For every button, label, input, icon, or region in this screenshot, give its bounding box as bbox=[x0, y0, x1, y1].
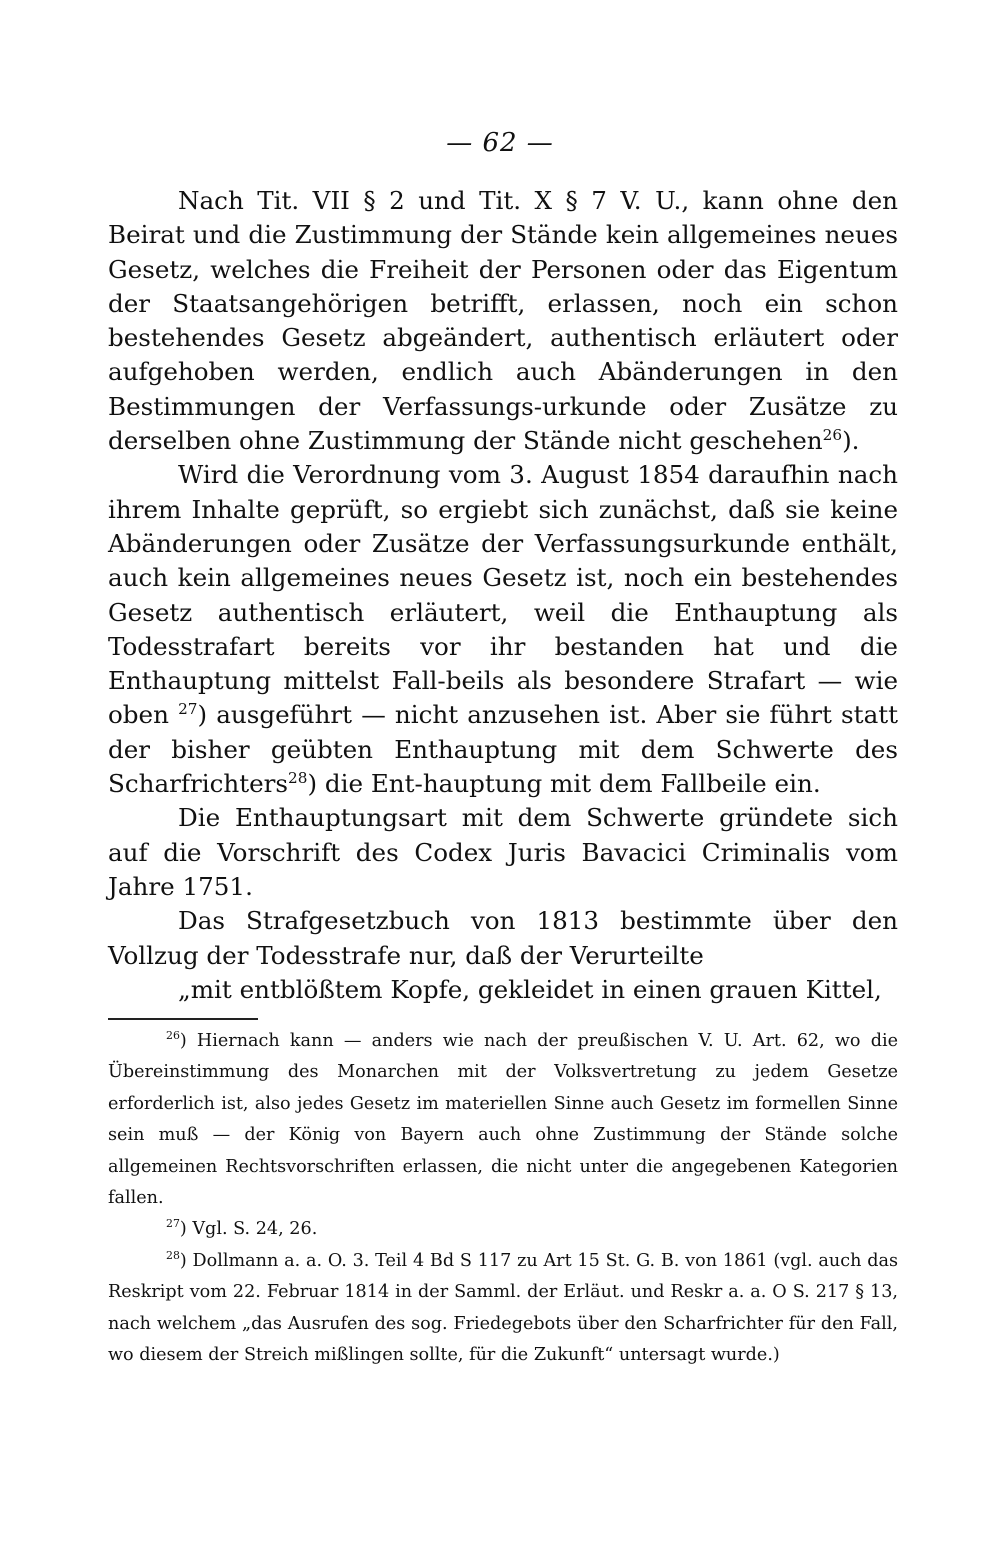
paragraph-5-text: „mit entblößtem Kopfe, gekleidet in einen grauen Kittel, bbox=[178, 974, 882, 1004]
footnote-number-26: 26 bbox=[166, 1029, 180, 1043]
main-text bbox=[108, 184, 898, 1007]
footnote-28-text: ) Dollmann a. a. O. 3. Teil 4 Bd S 117 zu Art 15 St. G. B. von 1861 (vgl. auch das Reskript vom 22. Februar 1814 in der Samml. der Erläut. und Reskr a. a. O S. 217 § 13, nach welchem „das Ausrufen des sog. Friedegebots über den Scharfrichter für den Fall, wo diesem der Streich mißlingen sollte, für die Zukunft“ untersagt wurde.) bbox=[108, 1250, 898, 1366]
footnotes bbox=[108, 1026, 898, 1371]
footnote-26-text: ) Hiernach kann — anders wie nach der preußischen V. U. Art. 62, wo die Übereinstimmung des Monarchen mit der Volksvertretung zu jedem Gesetze erforderlich ist, also jedes Gesetz im materiellen Sinne auch Gesetz im formellen Sinne sein muß — der König von Bayern auch ohne Zustimmung der Stände solche allgemeinen Rechtsvorschriften erlassen, die nicht unter die angegebenen Kategorien fallen. bbox=[108, 1031, 898, 1209]
paragraph-1-tail: ). bbox=[842, 426, 860, 456]
paragraph-3-text: Die Enthauptungsart mit dem Schwerte gründete sich auf die Vorschrift des Codex Juris Bavacici Criminalis vom Jahre 1751. bbox=[108, 803, 898, 901]
footnote-27-text: ) Vgl. S. 24, 26. bbox=[179, 1219, 318, 1240]
paragraph-1 bbox=[108, 184, 898, 458]
footnote-26 bbox=[108, 1026, 898, 1214]
paragraph-1-text: Nach Tit. VII § 2 und Tit. X § 7 V. U., kann ohne den Beirat und die Zustimmung der Stände kein allgemeines neues Gesetz, welches die Freiheit der Personen oder das Eigentum der Staatsangehörigen betrifft, erlassen, noch ein schon bestehendes Gesetz abgeändert, authentisch erläutert oder aufgehoben werden, endlich auch Abänderungen in den Bestimmungen der Verfassungs-urkunde oder Zusätze zu derselben ohne Zustimmung der Stände nicht geschehen bbox=[108, 186, 898, 456]
footnote-28 bbox=[108, 1246, 898, 1372]
paragraph-4 bbox=[108, 904, 898, 973]
footnote-ref-27: 27 bbox=[178, 700, 198, 719]
paragraph-3 bbox=[108, 801, 898, 904]
footnote-ref-28: 28 bbox=[288, 768, 308, 787]
paragraph-2-middle: ) ausgeführt — nicht anzusehen ist. Aber sie führt statt der bisher geübten Enthauptung mit dem Schwerte des Scharfrichters bbox=[108, 700, 898, 799]
paragraph-5 bbox=[108, 973, 898, 1007]
paragraph-2-tail: ) die Ent-hauptung mit dem Fallbeile ein. bbox=[307, 769, 821, 799]
footnote-number-28: 28 bbox=[166, 1248, 180, 1262]
paragraph-2-text: Wird die Verordnung vom 3. August 1854 daraufhin nach ihrem Inhalte geprüft, so ergiebt sich zunächst, daß sie keine Abänderungen oder Zusätze der Verfassungsurkunde enthält, auch kein allgemeines neues Gesetz ist, noch ein bestehendes Gesetz authentisch erläutert, weil die Enthauptung als Todesstrafart bereits vor ihr bestanden hat und die Enthauptung mittelst Fall-beils als besondere Strafart — wie oben bbox=[108, 460, 898, 730]
footnote-ref-26: 26 bbox=[822, 425, 843, 444]
page-number: — 62 — bbox=[446, 128, 554, 158]
footnote-27 bbox=[108, 1214, 898, 1245]
paragraph-4-text: Das Strafgesetzbuch von 1813 bestimmte über den Vollzug der Todesstrafe nur, daß der Verurteilte bbox=[108, 906, 898, 970]
footnote-number-27: 27 bbox=[166, 1217, 180, 1231]
paragraph-2 bbox=[108, 458, 898, 801]
footnote-divider bbox=[108, 1018, 258, 1020]
